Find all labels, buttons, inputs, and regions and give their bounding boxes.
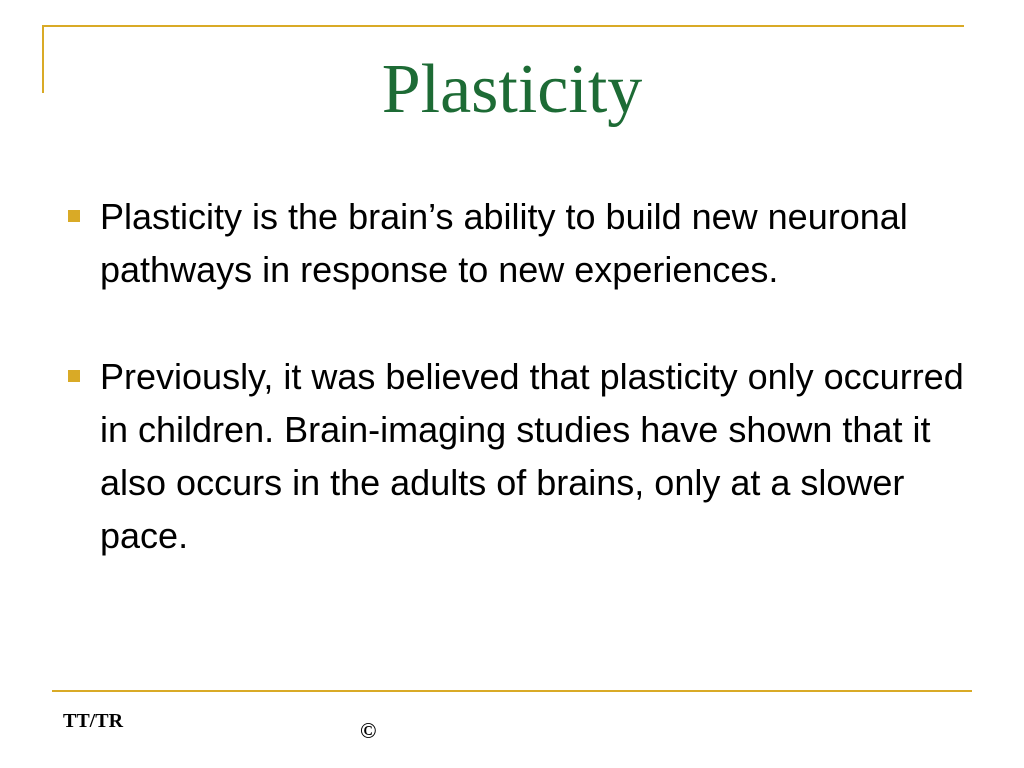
bullet-text: Plasticity is the brain’s ability to build new neuronal pathways in response to new experiences. [100,196,908,290]
frame-top-line [42,25,964,27]
footer-author: TT/TR [63,710,124,732]
bullet-text: Previously, it was believed that plasticity only occurred in children. Brain-imaging studies have shown that it also occurs in the adults of brains, only at a slower pace. [100,356,964,556]
bullet-list [60,190,980,616]
square-bullet-icon [68,370,80,382]
bullet-item [60,350,980,562]
bullet-item [60,190,980,296]
footer-copyright: © [360,718,377,743]
slide-title: Plasticity [381,51,643,128]
square-bullet-icon [68,210,80,222]
footer-divider [52,690,972,692]
